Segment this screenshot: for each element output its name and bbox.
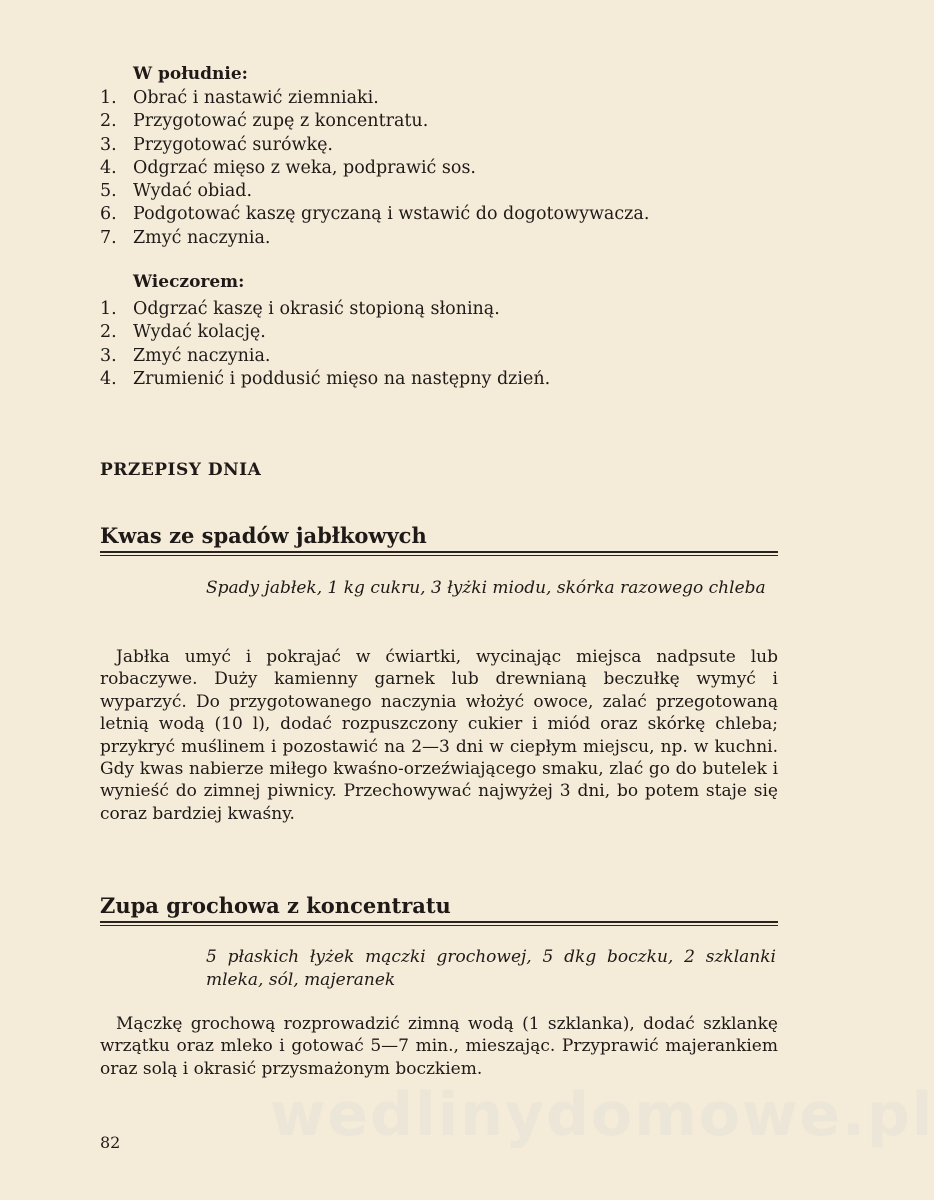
- recipe-instructions: Mączkę grochową rozprowadzić zimną wodą (1 szklanka), dodać szklankę wrzątku oraz mleko i gotować 5—7 min., mieszając. Przyprawić majerankiem oraz solą i okrasić przysmażonym boczkiem.: [100, 1014, 778, 1079]
- list-item: 1. Obrać i nastawić ziemniaki.: [100, 88, 379, 108]
- list-item: 3. Zmyć naczynia.: [100, 345, 271, 366]
- list-item: 2. Wydać kolację.: [100, 322, 266, 343]
- recipe-ingredients: 5 płaskich łyżek mączki grochowej, 5 dkg boczku, 2 szklanki mleka, sól, majeranek: [206, 947, 776, 990]
- section-heading: PRZEPISY DNIA: [100, 460, 262, 480]
- title-divider: [100, 925, 778, 926]
- lunch-heading: W południe:: [133, 64, 248, 84]
- list-item: 4. Zrumienić i poddusić mięso na następny dzień.: [100, 368, 551, 389]
- page-number: 82: [100, 1133, 121, 1152]
- title-divider: [100, 921, 778, 923]
- list-item: 3. Przygotować surówkę.: [100, 134, 333, 155]
- recipe-ingredients: Spady jabłek, 1 kg cukru, 3 łyżki miodu, skórka razowego chleba: [206, 578, 766, 598]
- list-item: 4. Odgrzać mięso z weka, podprawić sos.: [100, 157, 476, 178]
- list-item: 2. Przygotować zupę z koncentratu.: [100, 111, 429, 132]
- lunch-list: [100, 87, 649, 250]
- list-item: 7. Zmyć naczynia.: [100, 227, 271, 248]
- title-divider: [100, 551, 778, 553]
- evening-heading: Wieczorem:: [133, 272, 245, 292]
- title-divider: [100, 555, 778, 556]
- list-item: 5. Wydać obiad.: [100, 181, 253, 202]
- list-item: 1. Odgrzać kaszę i okrasić stopioną słoniną.: [100, 299, 500, 319]
- watermark: wedlinydomowe.pl: [270, 1080, 934, 1150]
- list-item: 6. Podgotować kaszę gryczaną i wstawić do dogotowywacza.: [100, 204, 650, 225]
- recipe-title: Zupa grochowa z koncentratu: [100, 893, 451, 918]
- evening-list: [100, 298, 550, 391]
- recipe-instructions: Jabłka umyć i pokrajać w ćwiartki, wycinając miejsca nadpsute lub robaczywe. Duży kamienny garnek lub drewnianą beczułkę wymyć i wyparzyć. Do przygotowanego naczynia włożyć owoce, zalać przegotowaną letnią wodą (10 l), dodać rozpuszczony cukier i miód oraz skórkę chleba; przykryć muślinem i pozostawić na 2—3 dni w ciepłym miejscu, np. w kuchni. Gdy kwas nabierze miłego kwaśno-orzeźwiającego smaku, zlać go do butelek i wynieść do zimnej piwnicy. Przechowywać najwyżej 3 dni, bo potem staje się coraz bardziej kwaśny.: [100, 647, 778, 824]
- recipe-title: Kwas ze spadów jabłkowych: [100, 523, 427, 548]
